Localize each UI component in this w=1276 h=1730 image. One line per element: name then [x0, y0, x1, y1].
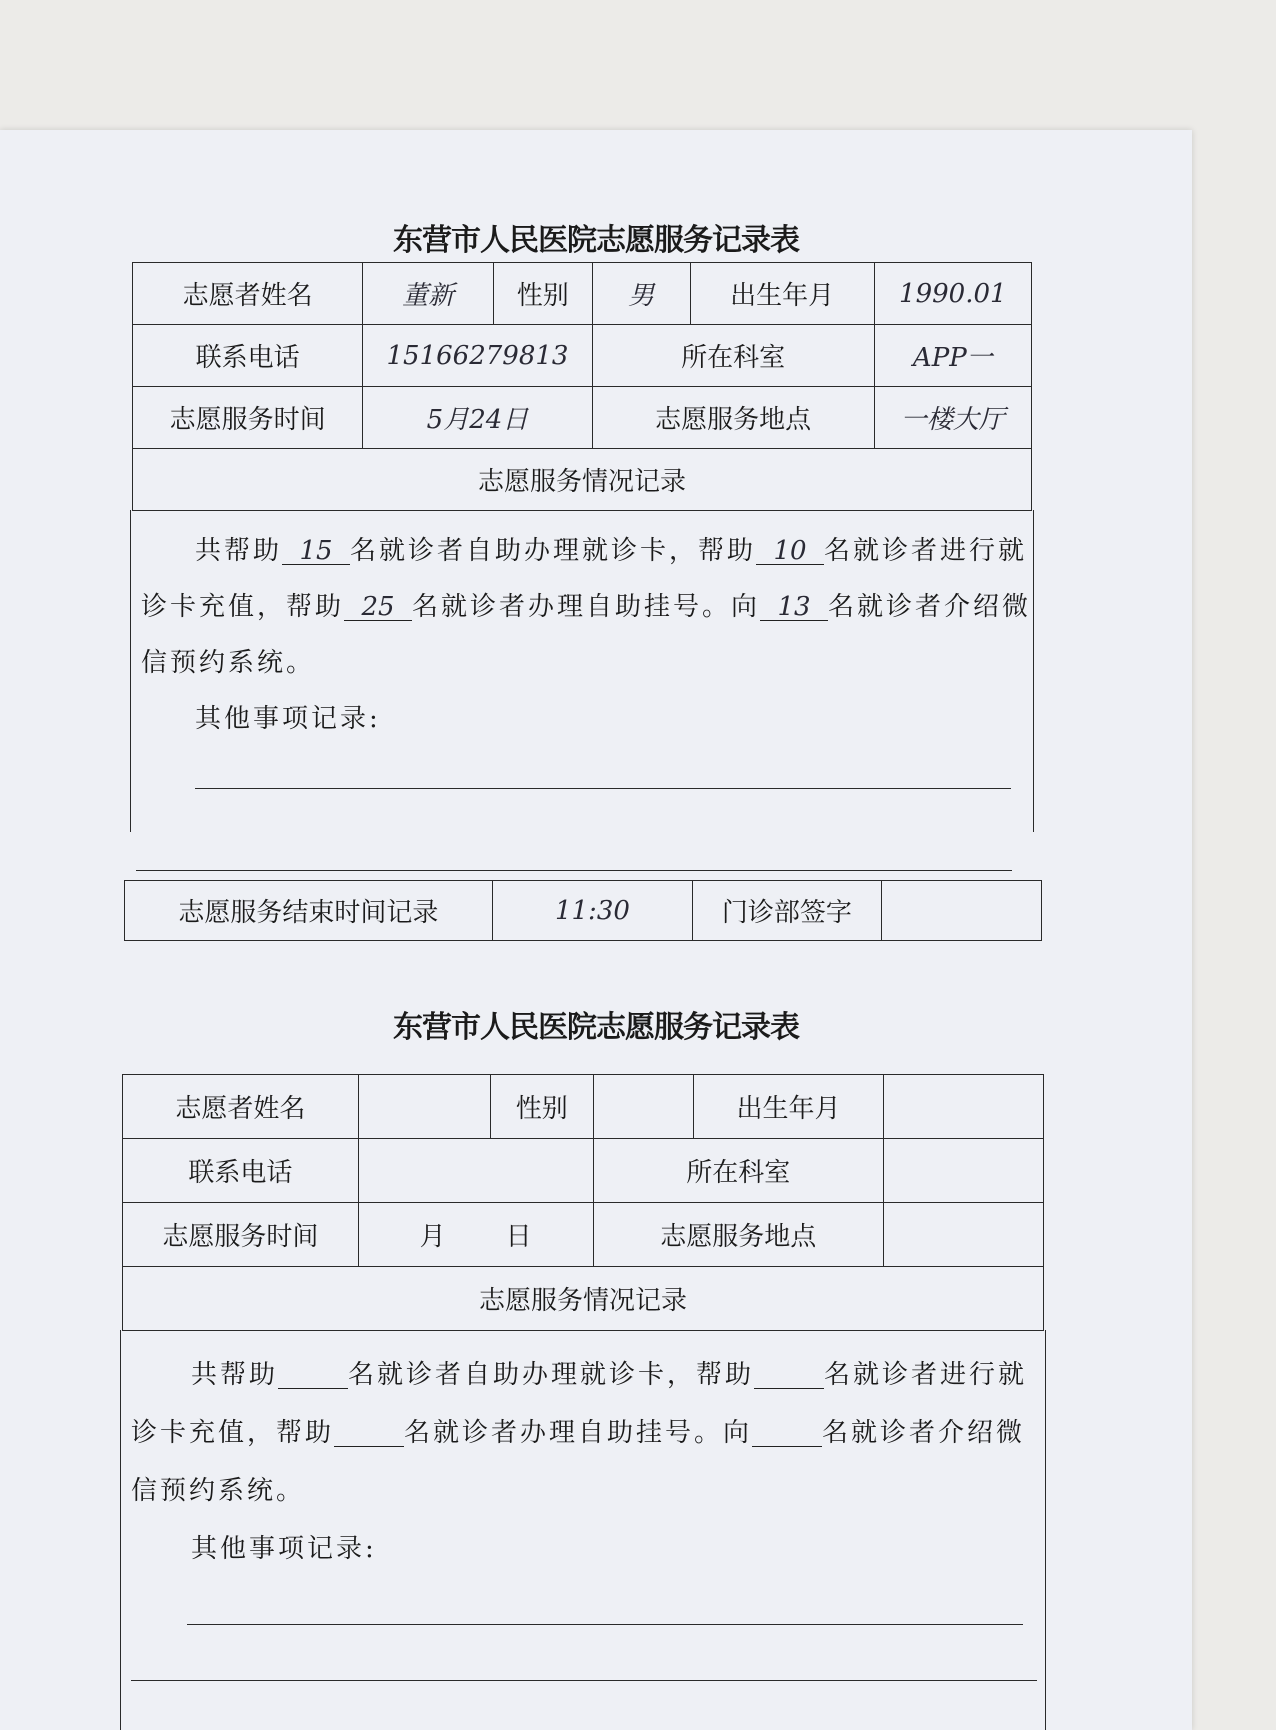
record-line-3: 信预约系统。: [141, 648, 316, 678]
other-notes-label: 其他事项记录:: [191, 1534, 377, 1564]
value-gender-empty[interactable]: [593, 1075, 693, 1139]
blank-register-count[interactable]: [334, 1420, 404, 1447]
record-line-2: 诊卡充值，帮助 名就诊者办理自助挂号。向 名就诊者介绍微: [131, 1418, 1026, 1448]
label-gender: 性别: [491, 1075, 594, 1139]
blank-card-count[interactable]: [278, 1362, 348, 1389]
form-2-record-area: [120, 1330, 1046, 1730]
paper-sheet: [0, 130, 1192, 1730]
other-notes-line-2[interactable]: [131, 1680, 1037, 1681]
blank-recharge-count[interactable]: [754, 1362, 824, 1389]
label-birth: 出生年月: [690, 263, 874, 325]
value-phone[interactable]: 15166279813: [363, 325, 592, 387]
value-service-date-empty[interactable]: 月 日: [358, 1203, 593, 1267]
value-birth-empty[interactable]: [883, 1075, 1043, 1139]
form-2-title: 东营市人民医院志愿服务记录表: [393, 1010, 799, 1045]
label-service-time: 志愿服务时间: [123, 1203, 359, 1267]
record-line-1: 共帮助 名就诊者自助办理就诊卡，帮助 名就诊者进行就: [191, 1360, 1028, 1390]
label-sign: 门诊部签字: [693, 881, 881, 941]
label-dept: 所在科室: [592, 325, 874, 387]
label-name: 志愿者姓名: [133, 263, 363, 325]
label-gender: 性别: [493, 263, 592, 325]
value-service-date[interactable]: 5月24日: [363, 387, 592, 449]
blank-recharge-count[interactable]: 10: [756, 538, 824, 565]
label-phone: 联系电话: [133, 325, 363, 387]
label-phone: 联系电话: [123, 1139, 359, 1203]
value-name[interactable]: 董新: [363, 263, 494, 325]
value-service-place[interactable]: 一楼大厅: [874, 387, 1031, 449]
other-notes-line-1[interactable]: [187, 1624, 1023, 1625]
label-birth: 出生年月: [693, 1075, 883, 1139]
blank-wechat-count[interactable]: 13: [760, 594, 828, 621]
blank-register-count[interactable]: 25: [344, 594, 412, 621]
value-birth[interactable]: 1990.01: [874, 263, 1031, 325]
value-service-place-empty[interactable]: [883, 1203, 1043, 1267]
label-service-place: 志愿服务地点: [592, 387, 874, 449]
label-service-time: 志愿服务时间: [133, 387, 363, 449]
value-name-empty[interactable]: [358, 1075, 490, 1139]
other-notes-label: 其他事项记录:: [195, 704, 381, 734]
value-end-time[interactable]: 11:30: [492, 881, 693, 941]
label-service-place: 志愿服务地点: [593, 1203, 883, 1267]
form-2: [0, 130, 1192, 1730]
record-line-1: 共帮助 15 名就诊者自助办理就诊卡，帮助 10 名就诊者进行就: [195, 536, 1028, 566]
value-dept-empty[interactable]: [883, 1139, 1043, 1203]
label-dept: 所在科室: [593, 1139, 883, 1203]
record-header: 志愿服务情况记录: [133, 449, 1032, 511]
value-dept[interactable]: APP一: [874, 325, 1031, 387]
label-name: 志愿者姓名: [123, 1075, 359, 1139]
record-line-3: 信预约系统。: [131, 1476, 306, 1506]
record-header: 志愿服务情况记录: [123, 1267, 1044, 1331]
form-2-info-table: [122, 1074, 1044, 1331]
blank-card-count[interactable]: 15: [282, 538, 350, 565]
record-line-2: 诊卡充值，帮助 25 名就诊者办理自助挂号。向 13 名就诊者介绍微: [141, 592, 1032, 622]
label-end-time: 志愿服务结束时间记录: [125, 881, 493, 941]
blank-wechat-count[interactable]: [752, 1420, 822, 1447]
value-phone-empty[interactable]: [358, 1139, 593, 1203]
value-gender[interactable]: 男: [592, 263, 690, 325]
form-1-title: 东营市人民医院志愿服务记录表: [393, 223, 799, 258]
